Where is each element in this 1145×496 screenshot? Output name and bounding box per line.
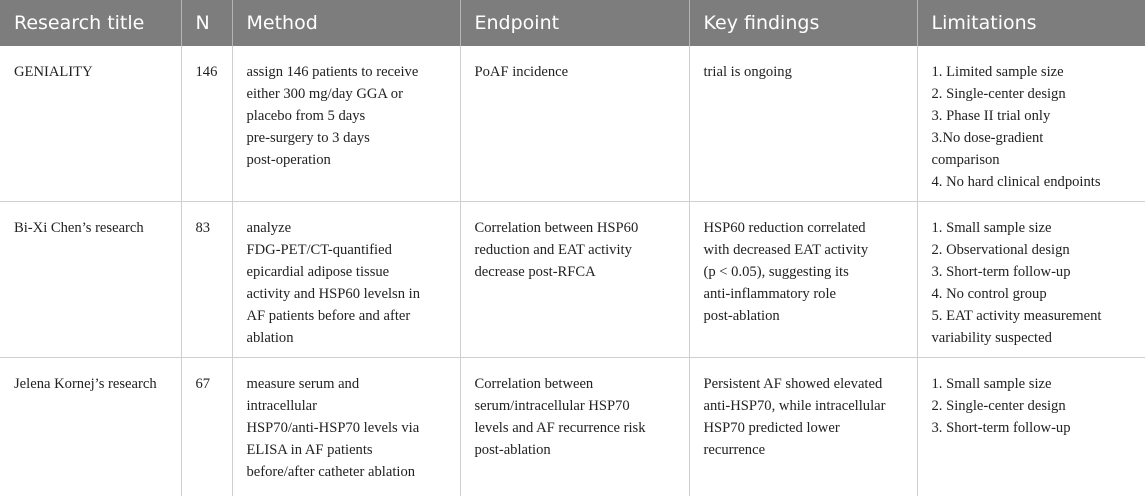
cell-line: decrease post-RFCA: [475, 261, 679, 283]
cell-endpoint: [460, 46, 689, 202]
cell-line: HSP70/anti-HSP70 levels via: [247, 417, 450, 439]
cell-endpoint: [460, 202, 689, 358]
cell-line: PoAF incidence: [475, 61, 679, 83]
cell-line: with decreased EAT activity: [704, 239, 907, 261]
cell-line: 3.No dose-gradient: [932, 127, 1136, 149]
cell-line: 5. EAT activity measurement: [932, 305, 1136, 327]
cell-n: [181, 202, 232, 358]
cell-line: anti-HSP70, while intracellular: [704, 395, 907, 417]
cell-line: pre-surgery to 3 days: [247, 127, 450, 149]
cell-line: placebo from 5 days: [247, 105, 450, 127]
cell-line: AF patients before and after: [247, 305, 450, 327]
cell-line: measure serum and: [247, 373, 450, 395]
cell-line: ELISA in AF patients: [247, 439, 450, 461]
header-key-findings: Key findings: [689, 0, 917, 46]
cell-method: [232, 202, 460, 358]
header-method: Method: [232, 0, 460, 46]
cell-line: levels and AF recurrence risk: [475, 417, 679, 439]
cell-line: 146: [196, 61, 222, 83]
cell-limitations: [917, 358, 1145, 496]
cell-line: HSP60 reduction correlated: [704, 217, 907, 239]
cell-line: 3. Short-term follow-up: [932, 261, 1136, 283]
cell-line: 4. No hard clinical endpoints: [932, 171, 1136, 193]
cell-line: ablation: [247, 327, 450, 349]
cell-findings: [689, 202, 917, 358]
cell-line: 2. Observational design: [932, 239, 1136, 261]
cell-line: 2. Single-center design: [932, 83, 1136, 105]
cell-findings: [689, 358, 917, 496]
cell-title: [0, 358, 181, 496]
cell-title: [0, 46, 181, 202]
cell-line: either 300 mg/day GGA or: [247, 83, 450, 105]
cell-line: 67: [196, 373, 222, 395]
cell-line: variability suspected: [932, 327, 1136, 349]
header-n: N: [181, 0, 232, 46]
cell-limitations: [917, 202, 1145, 358]
cell-line: GENIALITY: [14, 61, 171, 83]
cell-line: intracellular: [247, 395, 450, 417]
cell-line: Correlation between HSP60: [475, 217, 679, 239]
cell-line: (p < 0.05), suggesting its: [704, 261, 907, 283]
cell-line: HSP70 predicted lower: [704, 417, 907, 439]
cell-line: post-ablation: [704, 305, 907, 327]
header-limitations: Limitations: [917, 0, 1145, 46]
cell-line: 2. Single-center design: [932, 395, 1136, 417]
table-row: [0, 202, 1145, 358]
cell-line: Bi-Xi Chen’s research: [14, 217, 171, 239]
cell-line: Correlation between: [475, 373, 679, 395]
cell-line: 1. Small sample size: [932, 373, 1136, 395]
cell-endpoint: [460, 358, 689, 496]
cell-n: [181, 358, 232, 496]
cell-line: post-ablation: [475, 439, 679, 461]
cell-line: FDG-PET/CT-quantified: [247, 239, 450, 261]
cell-line: reduction and EAT activity: [475, 239, 679, 261]
cell-title: [0, 202, 181, 358]
cell-line: recurrence: [704, 439, 907, 461]
cell-line: assign 146 patients to receive: [247, 61, 450, 83]
cell-method: [232, 46, 460, 202]
cell-line: anti-inflammatory role: [704, 283, 907, 305]
cell-line: Jelena Kornej’s research: [14, 373, 171, 395]
cell-line: activity and HSP60 levelsn in: [247, 283, 450, 305]
cell-line: epicardial adipose tissue: [247, 261, 450, 283]
cell-line: 3. Short-term follow-up: [932, 417, 1136, 439]
cell-line: post-operation: [247, 149, 450, 171]
cell-n: [181, 46, 232, 202]
cell-findings: [689, 46, 917, 202]
cell-line: analyze: [247, 217, 450, 239]
cell-limitations: [917, 46, 1145, 202]
cell-line: 4. No control group: [932, 283, 1136, 305]
cell-line: comparison: [932, 149, 1136, 171]
cell-line: 83: [196, 217, 222, 239]
header-row: [0, 0, 1145, 46]
table-row: [0, 46, 1145, 202]
cell-line: trial is ongoing: [704, 61, 907, 83]
cell-line: Persistent AF showed elevated: [704, 373, 907, 395]
header-endpoint: Endpoint: [460, 0, 689, 46]
cell-line: 3. Phase II trial only: [932, 105, 1136, 127]
cell-line: 1. Limited sample size: [932, 61, 1136, 83]
cell-line: serum/intracellular HSP70: [475, 395, 679, 417]
table-row: [0, 358, 1145, 496]
cell-method: [232, 358, 460, 496]
cell-line: before/after catheter ablation: [247, 461, 450, 483]
header-research-title: Research title: [0, 0, 181, 46]
cell-line: 1. Small sample size: [932, 217, 1136, 239]
